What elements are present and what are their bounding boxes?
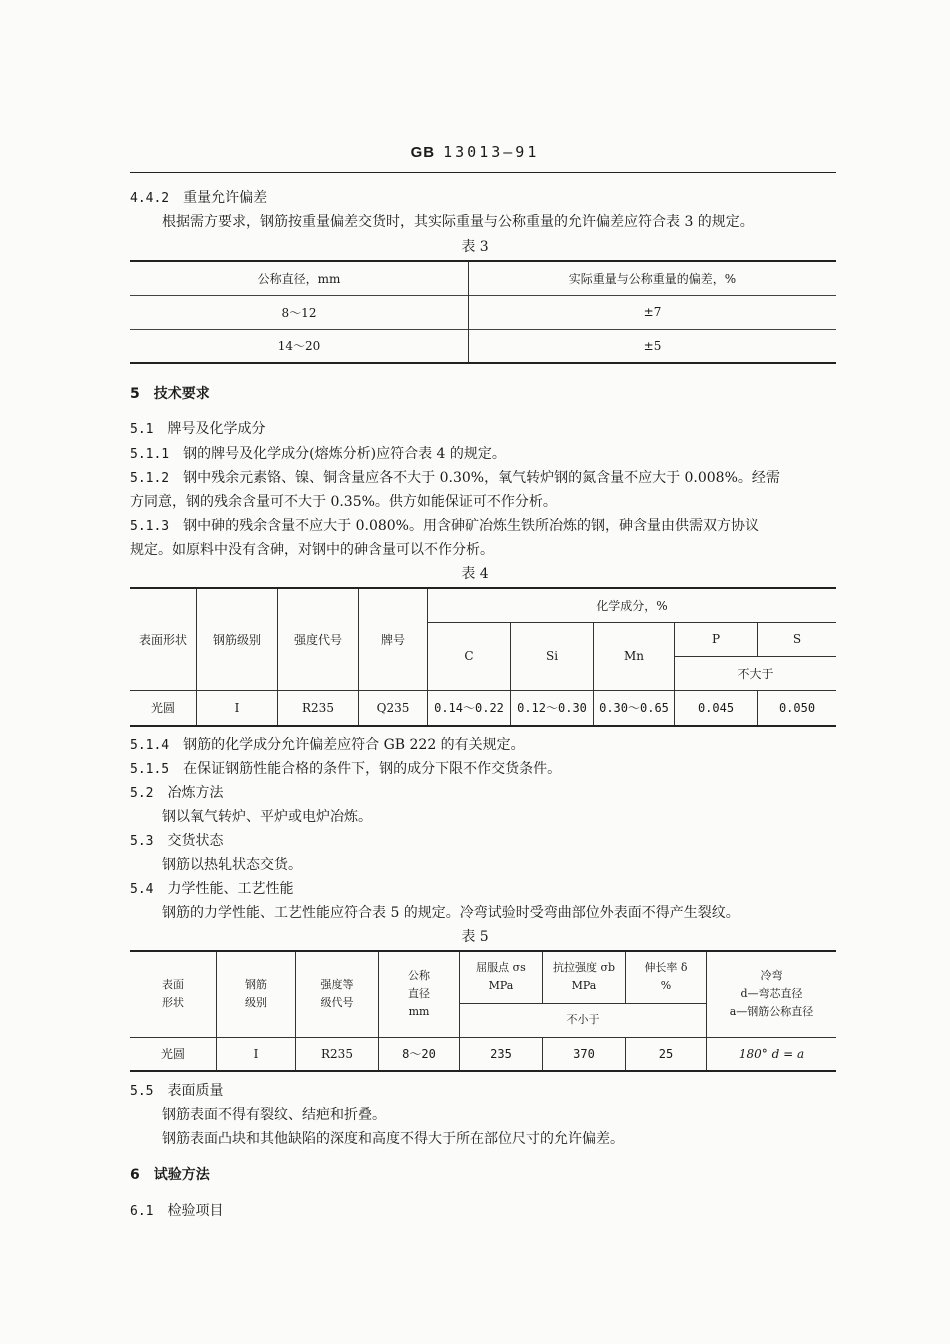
section-5-1-4: 5.1.4 钢筋的化学成分允许偏差应符合 GB 222 的有关规定。 <box>130 737 525 753</box>
table-row <box>130 1037 836 1071</box>
table-cell: Q235 <box>359 690 428 726</box>
section-4-4-2-heading: 4.4.2 重量允许偏差 <box>130 190 268 206</box>
section-4-4-2-text: 根据需方要求，钢筋按重量偏差交货时，其实际重量与公称重量的允许偏差应符合表 3 的规定。 <box>162 214 754 230</box>
section-5-1-2-cont: 方同意，钢的残余含量可不大于 0.35%。供方如能保证可不作分析。 <box>130 494 557 510</box>
table3-header-row <box>130 261 836 295</box>
table4-header-strength: 强度代号 <box>278 588 359 690</box>
section-5-1-3: 5.1.3 钢中砷的残余含量不应大于 0.080%。用含砷矿冶炼生铁所冶炼的钢，砷含量由供需双方协议 <box>130 518 759 534</box>
table-3 <box>130 260 836 364</box>
table4-header-grade: 钢筋级别 <box>197 588 278 690</box>
table3-caption: 表 3 <box>461 239 489 255</box>
section-5-2-heading: 5.2 冶炼方法 <box>130 785 224 801</box>
table-cell: ±5 <box>469 329 837 363</box>
table-cell: 8～12 <box>281 305 317 320</box>
section-5-4-text: 钢筋的力学性能、工艺性能应符合表 5 的规定。冷弯试验时受弯曲部位外表面不得产生裂纹。 <box>162 905 740 921</box>
table5-header-tensile: 抗拉强度 σb MPa <box>543 951 626 1003</box>
table-cell: ±7 <box>469 295 837 329</box>
table4-header-chem: 化学成分，% <box>428 588 837 622</box>
section-5-5-heading: 5.5 表面质量 <box>130 1083 224 1099</box>
section-6-heading: 6 试验方法 <box>130 1167 210 1183</box>
table5-header-surface: 表面 形状 <box>130 951 217 1037</box>
section-5-heading: 5 技术要求 <box>130 386 210 402</box>
table5-header-elongation: 伸长率 δ % <box>626 951 707 1003</box>
section-6-1-heading: 6.1 检验项目 <box>130 1203 224 1219</box>
table-cell: 235 <box>460 1037 543 1071</box>
table-5 <box>130 950 836 1072</box>
header-rule <box>130 172 836 173</box>
table4-header-max: 不大于 <box>675 656 837 690</box>
table4-header-mn: Mn <box>594 622 675 690</box>
table-row <box>130 329 836 363</box>
table-cell: R235 <box>296 1037 379 1071</box>
standard-code: 13013—91 <box>443 143 540 161</box>
table-cell: 0.045 <box>675 690 758 726</box>
table4-header-si: Si <box>511 622 594 690</box>
table5-header-min: 不小于 <box>460 1003 707 1037</box>
table5-header-yield: 屈服点 σs MPa <box>460 951 543 1003</box>
section-5-1-3-cont: 规定。如原料中没有含砷，对钢中的砷含量可以不作分析。 <box>130 542 494 558</box>
table-cell: 光圆 <box>130 1037 217 1071</box>
table-cell: 0.12～0.30 <box>511 690 594 726</box>
table4-header-c: C <box>428 622 511 690</box>
table-cell: 0.30～0.65 <box>594 690 675 726</box>
standard-prefix: GB <box>410 144 436 161</box>
table4-caption: 表 4 <box>461 566 489 582</box>
table4-header-s: S <box>758 622 837 656</box>
table-cell: R235 <box>278 690 359 726</box>
table-4 <box>130 587 836 727</box>
section-5-4-heading: 5.4 力学性能、工艺性能 <box>130 881 294 897</box>
table-cell: 370 <box>543 1037 626 1071</box>
page-header <box>0 143 950 161</box>
table4-header-surface: 表面形状 <box>130 588 197 690</box>
table5-header-strength: 强度等 级代号 <box>296 951 379 1037</box>
table5-header-bend: 冷弯 d—弯芯直径 a—钢筋公称直径 <box>707 951 837 1037</box>
section-5-1-5: 5.1.5 在保证钢筋性能合格的条件下，钢的成分下限不作交货条件。 <box>130 761 562 777</box>
table-cell: I <box>197 690 278 726</box>
section-5-3-heading: 5.3 交货状态 <box>130 833 224 849</box>
table5-header-diameter: 公称 直径 mm <box>379 951 460 1037</box>
table3-header-deviation: 实际重量与公称重量的偏差，% <box>469 261 837 295</box>
table-cell: 0.050 <box>758 690 837 726</box>
section-5-2-text: 钢以氧气转炉、平炉或电炉冶炼。 <box>162 809 372 825</box>
table4-header-p: P <box>675 622 758 656</box>
table-cell: 14～20 <box>277 339 321 354</box>
section-5-5-text-1: 钢筋表面不得有裂纹、结疤和折叠。 <box>162 1107 386 1123</box>
section-5-1-2: 5.1.2 钢中残余元素铬、镍、铜含量应各不大于 0.30%，氧气转炉钢的氮含量不应大于 0.008%。经需 <box>130 470 780 486</box>
table-cell: 0.14～0.22 <box>428 690 511 726</box>
table-cell: 光圆 <box>130 690 197 726</box>
table-row <box>130 295 836 329</box>
section-5-1-heading: 5.1 牌号及化学成分 <box>130 421 266 437</box>
table-cell: 8～20 <box>379 1037 460 1071</box>
section-5-3-text: 钢筋以热轧状态交货。 <box>162 857 302 873</box>
table-cell: 180° d = a <box>707 1037 837 1071</box>
table5-caption: 表 5 <box>461 929 489 945</box>
table4-header-brand: 牌号 <box>359 588 428 690</box>
table-cell: 25 <box>626 1037 707 1071</box>
table-row <box>130 690 836 726</box>
section-5-5-text-2: 钢筋表面凸块和其他缺陷的深度和高度不得大于所在部位尺寸的允许偏差。 <box>162 1131 624 1147</box>
table3-header-diameter: 公称直径，mm <box>257 271 341 286</box>
table5-header-grade: 钢筋 级别 <box>217 951 296 1037</box>
table-cell: I <box>217 1037 296 1071</box>
section-5-1-1: 5.1.1 钢的牌号及化学成分(熔炼分析)应符合表 4 的规定。 <box>130 446 506 462</box>
